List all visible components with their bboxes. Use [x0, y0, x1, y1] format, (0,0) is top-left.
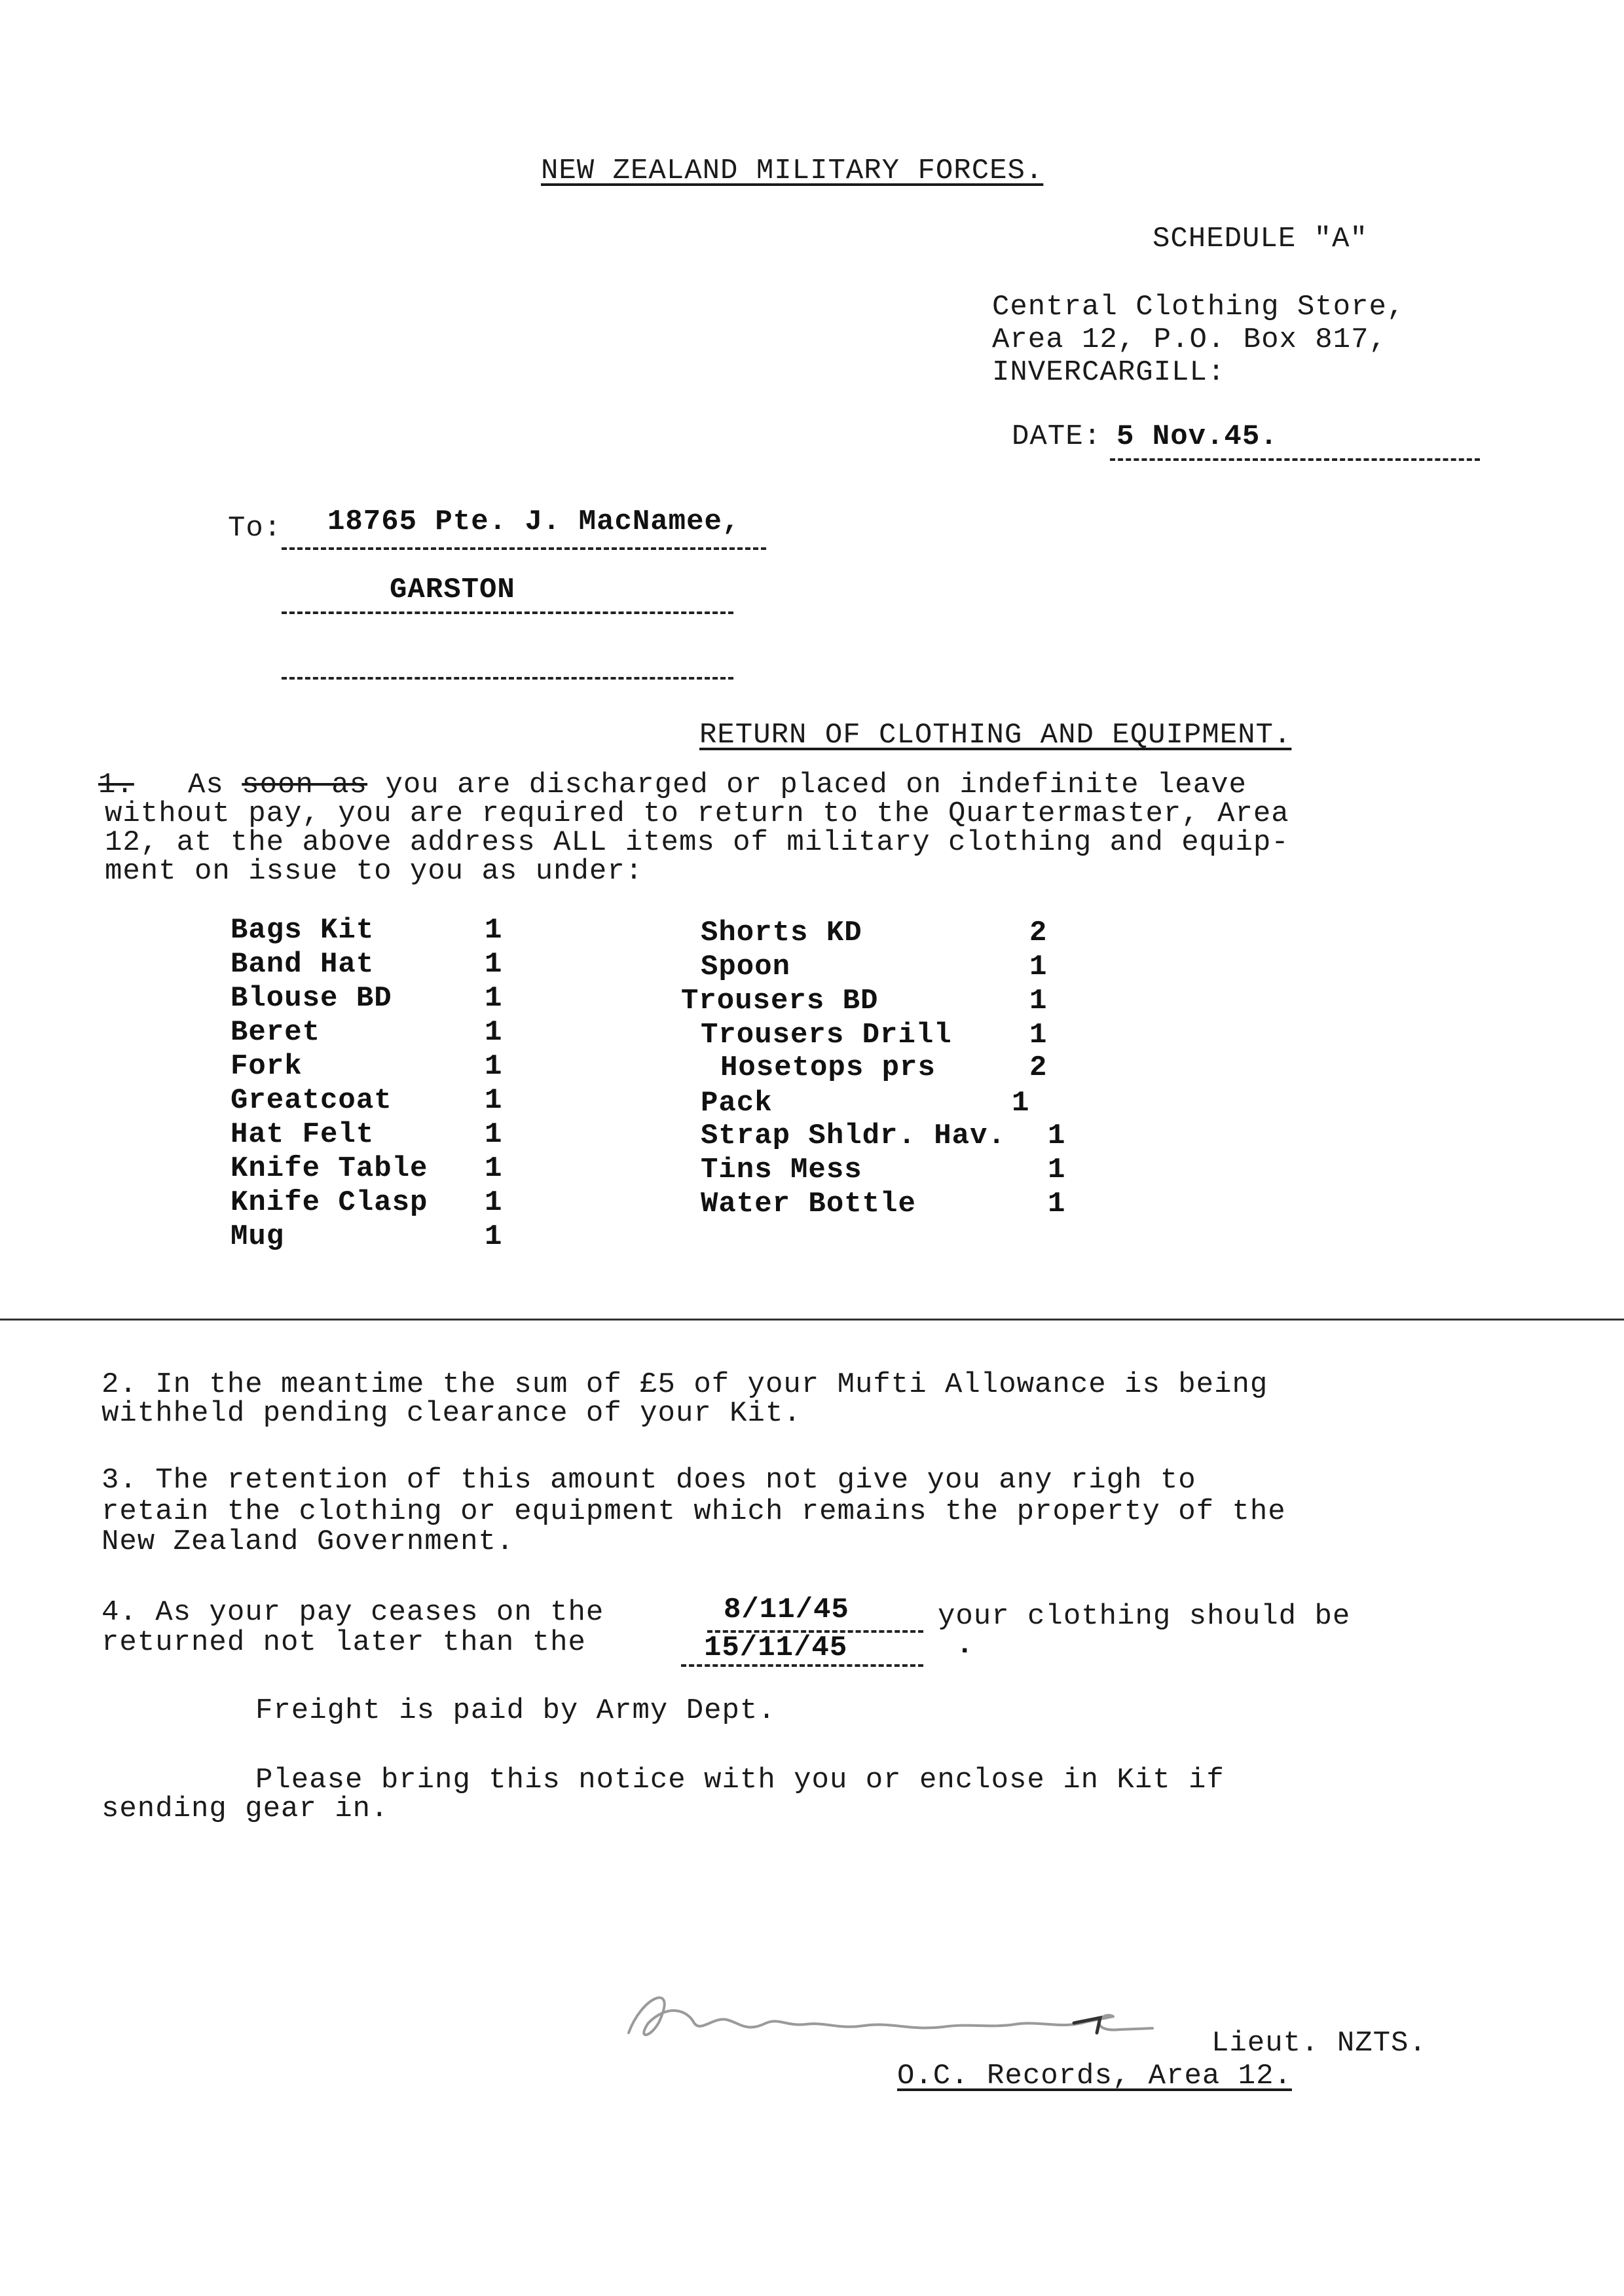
para3-line-3: New Zealand Government.: [101, 1525, 515, 1558]
recipient-line-1: [282, 547, 766, 550]
item-left-qty: 1: [485, 1016, 503, 1049]
item-right-qty: 1: [1029, 951, 1048, 983]
address-line-3: INVERCARGILL:: [992, 356, 1226, 389]
item-right-qty: 1: [1048, 1120, 1066, 1152]
item-right-name: Strap Shldr. Hav.: [701, 1120, 1006, 1152]
item-right-qty: 1: [1048, 1188, 1066, 1220]
item-left-qty: 1: [485, 1084, 503, 1117]
return-by-underline: [681, 1664, 923, 1667]
bring-notice-line-1: Please bring this notice with you or enclose in Kit if: [255, 1764, 1225, 1796]
item-left-qty: 1: [485, 1118, 503, 1151]
recipient-name: 18765 Pte. J. MacNamee,: [327, 505, 741, 538]
para3-line-2: retain the clothing or equipment which remains the property of the: [101, 1495, 1286, 1528]
item-left-qty: 1: [485, 1220, 503, 1253]
recipient-line-3: [282, 677, 733, 680]
item-right-qty: 1: [1048, 1154, 1066, 1186]
item-right-name: Tins Mess: [701, 1154, 862, 1186]
para1-number: 1.: [98, 769, 134, 801]
address-line-2: Area 12, P.O. Box 817,: [992, 323, 1387, 356]
para1-text-b: you are discharged or placed on indefinite leave: [385, 769, 1247, 801]
item-left-qty: 1: [485, 1050, 503, 1083]
signatory-rank: Lieut. NZTS.: [1211, 2027, 1427, 2060]
recipient-line-2: [282, 611, 733, 614]
schedule-label: SCHEDULE "A": [1153, 223, 1368, 255]
para1-line-4: ment on issue to you as under:: [105, 855, 644, 888]
para1-line-2: without pay, you are required to return to the Quartermaster, Area: [105, 797, 1289, 830]
item-left-qty: 1: [485, 914, 503, 947]
item-right-qty: 2: [1029, 1051, 1048, 1084]
item-left-name: Greatcoat: [231, 1084, 392, 1117]
item-left-name: Blouse BD: [231, 982, 392, 1015]
document-title: NEW ZEALAND MILITARY FORCES.: [541, 155, 1044, 187]
pay-cease-date: 8/11/45: [724, 1594, 849, 1626]
item-left-name: Mug: [231, 1220, 285, 1253]
date-label: DATE:: [1012, 420, 1102, 453]
item-left-name: Band Hat: [231, 948, 375, 981]
recipient-location: GARSTON: [390, 574, 515, 606]
item-left-name: Knife Table: [231, 1152, 428, 1185]
item-left-name: Hat Felt: [231, 1118, 375, 1151]
fold-line: [0, 1319, 1624, 1321]
item-left-name: Fork: [231, 1050, 303, 1083]
bring-notice-line-2: sending gear in.: [101, 1793, 389, 1825]
item-left-qty: 1: [485, 1186, 503, 1219]
freight-note: Freight is paid by Army Dept.: [255, 1694, 776, 1727]
item-right-qty: 1: [1029, 985, 1048, 1017]
signatory-office: O.C. Records, Area 12.: [897, 2060, 1292, 2092]
para1-line-3: 12, at the above address ALL items of military clothing and equip-: [105, 826, 1289, 859]
item-right-name: Trousers Drill: [701, 1019, 952, 1051]
item-right-name: Hosetops prs: [720, 1051, 936, 1084]
item-right-name: Shorts KD: [701, 917, 862, 949]
para4-line-1a: 4. As your pay ceases on the: [101, 1596, 604, 1629]
item-right-qty: 1: [1029, 1019, 1048, 1051]
para1-struck-text: soon as: [242, 769, 368, 801]
item-left-name: Bags Kit: [231, 914, 375, 947]
para2-line-1: 2. In the meantime the sum of £5 of your Mufti Allowance is being: [101, 1368, 1268, 1401]
to-label: To:: [228, 512, 282, 545]
date-underline: [1110, 458, 1480, 461]
item-right-qty: 1: [1012, 1087, 1030, 1120]
address-line-1: Central Clothing Store,: [992, 291, 1405, 323]
date-value: 5 Nov.45.: [1116, 420, 1278, 453]
item-left-name: Beret: [231, 1016, 321, 1049]
para4-line-2b: .: [956, 1629, 974, 1662]
item-left-name: Knife Clasp: [231, 1186, 428, 1219]
item-right-name: Spoon: [701, 951, 791, 983]
item-right-qty: 2: [1029, 917, 1048, 949]
para1-line-1: [98, 770, 1247, 800]
para4-line-1b: your clothing should be: [938, 1600, 1351, 1633]
para3-line-1: 3. The retention of this amount does not give you any righ to: [101, 1464, 1196, 1497]
item-right-name: Pack: [701, 1087, 773, 1120]
item-left-qty: 1: [485, 982, 503, 1015]
para4-line-2a: returned not later than the: [101, 1626, 586, 1659]
para2-line-2: withheld pending clearance of your Kit.: [101, 1397, 802, 1430]
return-by-date: 15/11/45: [704, 1631, 848, 1664]
section-title: RETURN OF CLOTHING AND EQUIPMENT.: [699, 719, 1292, 752]
item-right-name: Water Bottle: [701, 1188, 916, 1220]
para1-text-a: As: [188, 769, 224, 801]
handwritten-signature: [616, 1971, 1166, 2056]
item-left-qty: 1: [485, 1152, 503, 1185]
item-right-name: Trousers BD: [681, 985, 879, 1017]
item-left-qty: 1: [485, 948, 503, 981]
